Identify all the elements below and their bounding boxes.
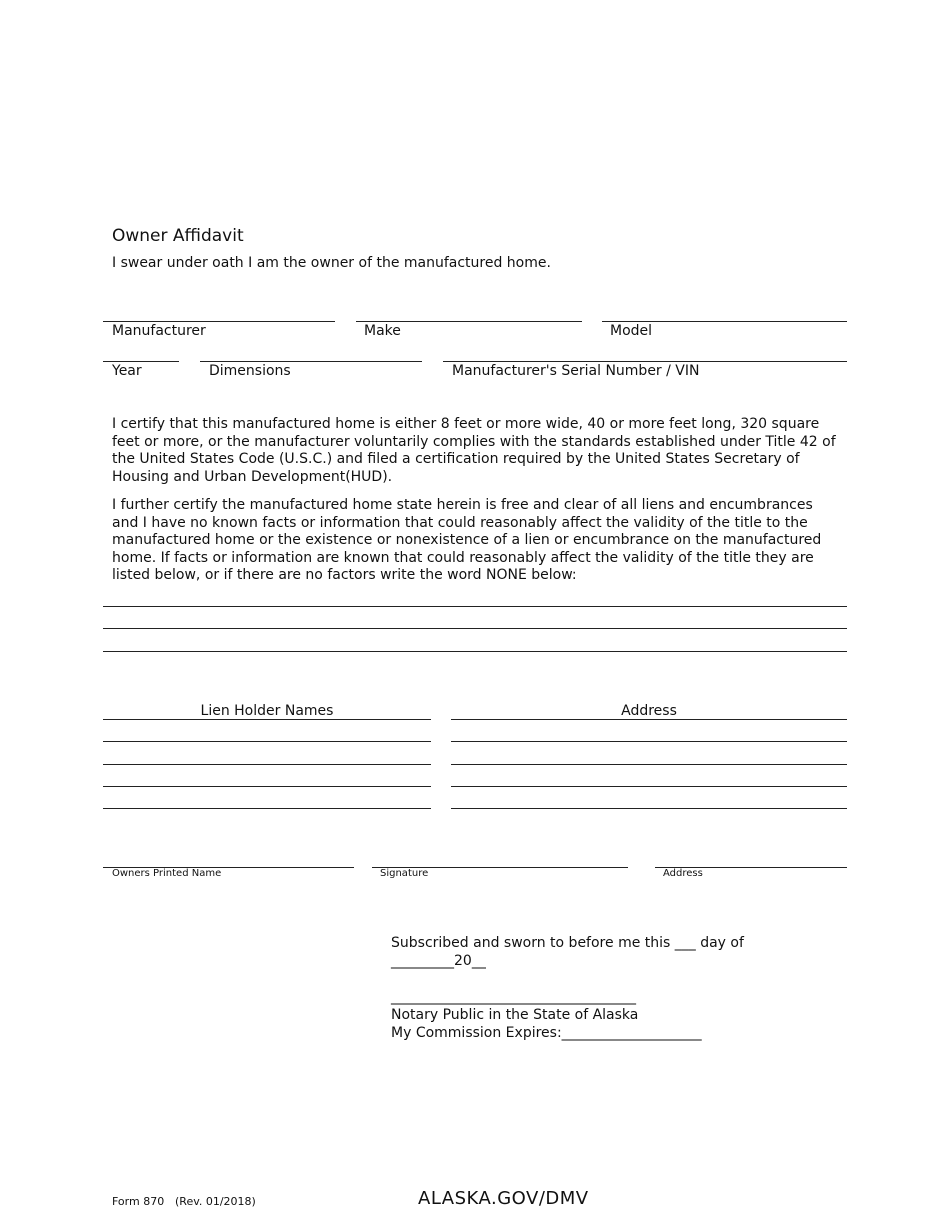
lien-address-line[interactable] — [451, 741, 847, 742]
lien-address-header: Address — [621, 703, 677, 719]
model-label: Model — [610, 323, 653, 339]
oath-statement: I swear under oath I am the owner of the manufactured home. — [112, 255, 551, 271]
owner-address-label: Address — [663, 868, 703, 879]
year-line — [103, 361, 179, 362]
manufacturer-label: Manufacturer — [112, 323, 206, 339]
lien-name-line[interactable] — [103, 786, 431, 787]
serial-label: Manufacturer's Serial Number / VIN — [452, 363, 700, 379]
notary-signature-line: ___________________________________ — [391, 989, 636, 1005]
facts-line-1[interactable] — [103, 606, 847, 618]
lien-address-line[interactable] — [451, 808, 847, 809]
make-label: Make — [364, 323, 401, 339]
facts-rule — [103, 651, 847, 652]
notary-commission-line: My Commission Expires:____________________ — [391, 1025, 702, 1041]
certification-paragraph: I certify that this manufactured home is either 8 feet or more wide, 40 or more feet long, 320 square feet or more, or the manufacturer voluntarily complies with the standards established under Title 42 of the United States Code (U.S.C.) and filed a certification required by the United States Secretary of Housing and Urban Development(HUD). — [112, 416, 836, 485]
year-label: Year — [112, 363, 142, 379]
facts-rule — [103, 606, 847, 607]
serial-line — [443, 361, 847, 362]
lien-address-line[interactable] — [451, 764, 847, 765]
lien-holder-names-header: Lien Holder Names — [200, 703, 334, 719]
notary-public-label: Notary Public in the State of Alaska — [391, 1007, 639, 1023]
signature-label: Signature — [380, 868, 429, 879]
lien-name-line[interactable] — [103, 719, 431, 720]
facts-line-2[interactable] — [103, 628, 847, 640]
page-title: Owner Affidavit — [112, 226, 244, 246]
owner-printed-name-label: Owners Printed Name — [112, 868, 222, 879]
dimensions-line — [200, 361, 422, 362]
lien-certification-paragraph: I further certify the manufactured home state herein is free and clear of all liens and encumbrances and I have no known facts or information that could reasonably affect the validity of the title to the manufactured home or the existence or nonexistence of a lien or encumbrance on the manufactured home. If facts or information are known that could reasonably affect the validity of the title they are listed below, or if there are no factors write the word NONE below: — [112, 497, 822, 584]
manufacturer-line — [103, 321, 335, 322]
notary-sworn-line: Subscribed and sworn to before me this ___ day of — [391, 935, 744, 951]
make-line — [356, 321, 582, 322]
form-number: Form 870 — [112, 1195, 165, 1208]
lien-name-line[interactable] — [103, 741, 431, 742]
facts-line-3[interactable] — [103, 651, 847, 663]
lien-address-line[interactable] — [451, 719, 847, 720]
lien-name-line[interactable] — [103, 764, 431, 765]
dimensions-label: Dimensions — [209, 363, 291, 379]
notary-date-line: _________20__ — [391, 953, 486, 969]
facts-rule — [103, 628, 847, 629]
lien-name-line[interactable] — [103, 808, 431, 809]
website-footer: ALASKA.GOV/DMV — [418, 1188, 589, 1209]
form-revision: (Rev. 01/2018) — [175, 1195, 256, 1208]
lien-address-line[interactable] — [451, 786, 847, 787]
model-line — [602, 321, 847, 322]
